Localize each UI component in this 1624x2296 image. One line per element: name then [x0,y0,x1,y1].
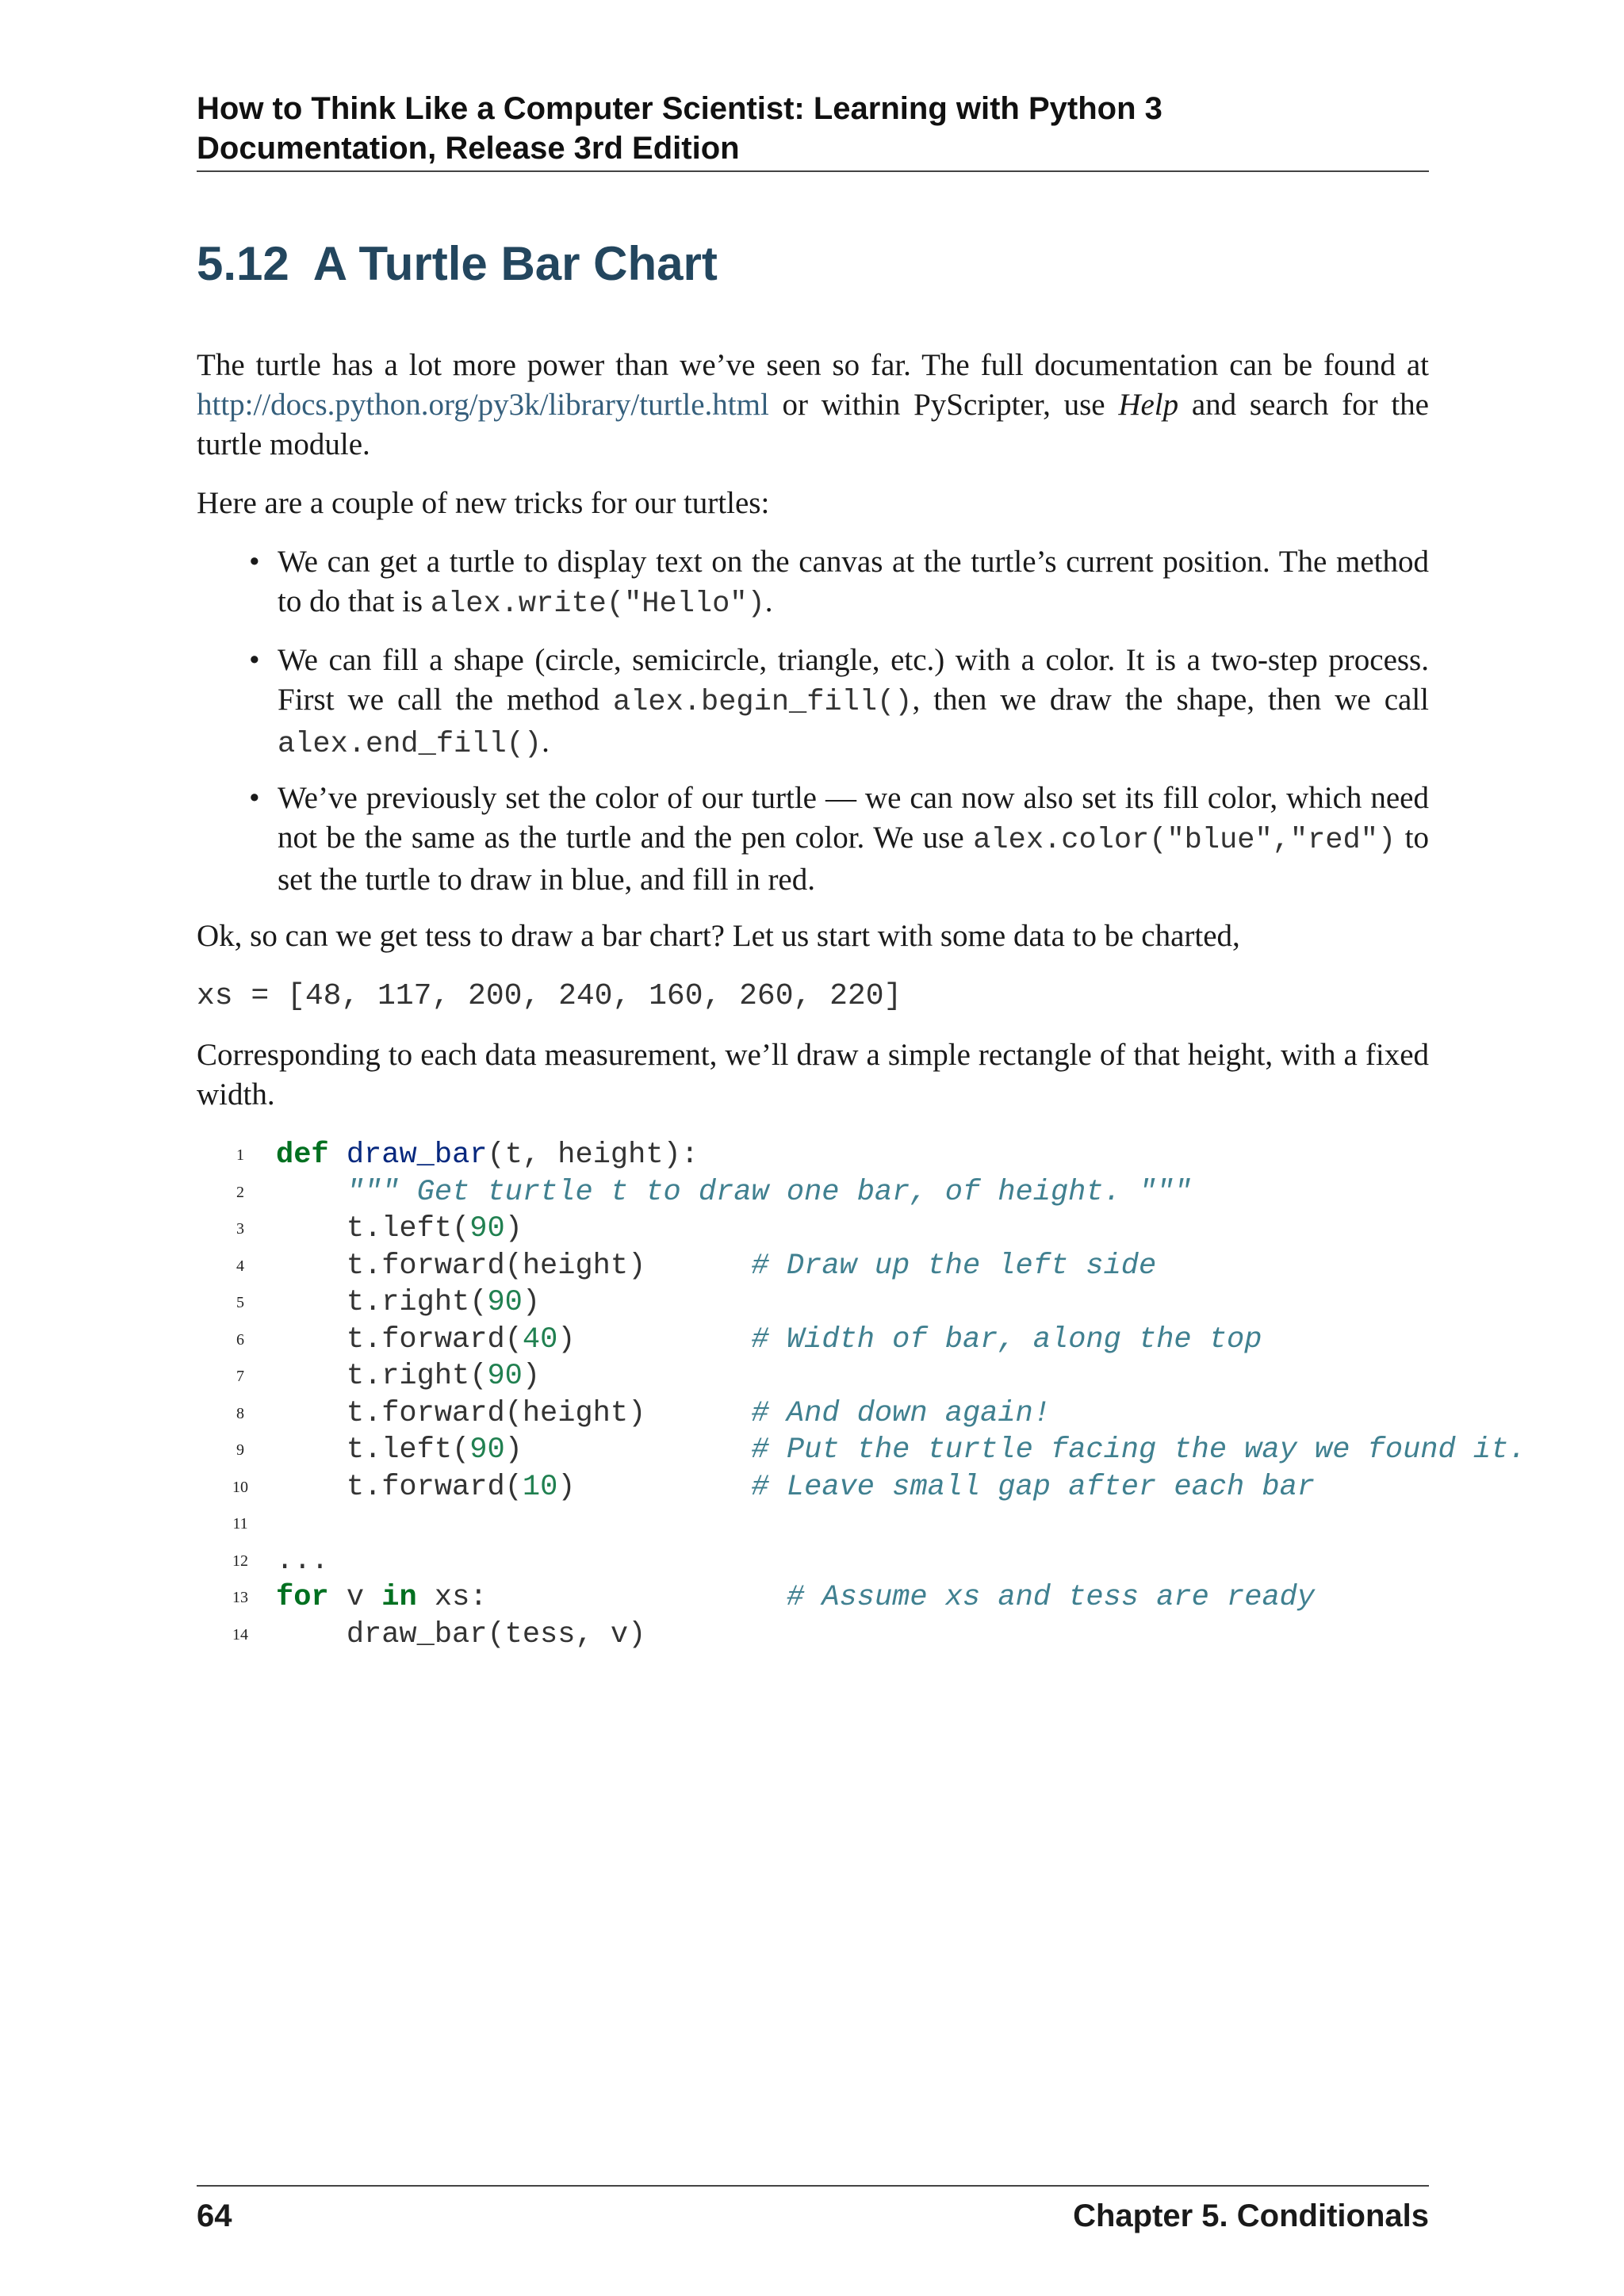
number-literal: 90 [469,1212,505,1246]
number-literal: 90 [469,1433,505,1467]
bullet-dot: • [249,545,260,579]
code-line [197,1617,1624,1654]
line-number: 14 [232,1625,248,1644]
code-text: ) [504,1212,523,1246]
code-comment: # Put the turtle facing the way we found it. [751,1433,1526,1467]
inline-code: alex.begin_fill() [612,686,913,719]
number-literal: 90 [487,1360,523,1393]
number-literal: 10 [522,1470,558,1504]
code-listing [197,1137,1624,1653]
code-text: t.right( [276,1360,488,1393]
running-header [197,89,1429,168]
section-heading [197,234,718,294]
code-line [197,1211,1624,1248]
code-text: draw_bar(tess, v) [276,1617,646,1651]
chapter-label: Chapter 5. Conditionals [1073,2198,1429,2233]
bullet-dot: • [249,781,260,815]
section-number: 5.12 [197,237,289,290]
header-divider [197,170,1429,172]
help-menu-ref: Help [1118,388,1179,422]
code-line [197,1579,1624,1617]
xs-data-line: xs = [48, 117, 200, 240, 160, 260, 220] [197,979,902,1013]
bullet-2-text: We can fill a shape (circle, semicircle, triangle, etc.) with a color. It is a two-step process. First we call the method [278,643,1429,717]
header-line-2: Documentation, Release 3rd Edition [197,131,740,166]
code-text: v [328,1581,382,1614]
code-text: t.forward( [276,1470,523,1504]
line-number: 2 [236,1183,244,1201]
bullet-1-end: . [764,584,773,618]
bullet-3-end: to set the turtle to draw in blue, and fill in red. [278,821,1429,897]
bullet-dot: • [249,643,260,677]
code-line [197,1284,1624,1322]
code-text: t.forward( [276,1322,523,1357]
code-text: ) [522,1286,541,1319]
code-comment: # Assume xs and tess are ready [786,1581,1316,1614]
code-line [197,1248,1624,1285]
code-comment: # Width of bar, along the top [751,1322,1262,1357]
section-title: A Turtle Bar Chart [312,237,718,290]
code-text: ) [522,1360,541,1393]
rectangle-paragraph: Corresponding to each data measurement, we’ll draw a simple rectangle of that height, with a fixed width. [197,1038,1429,1112]
code-text: t.forward(height) [276,1249,752,1283]
number-literal: 40 [522,1322,558,1357]
turtle-docs-link[interactable]: http://docs.python.org/py3k/library/turtle.html [197,388,769,422]
code-line [197,1543,1624,1580]
ellipsis: ... [276,1544,329,1578]
line-number: 7 [236,1368,244,1385]
bullet-3-text: We’ve previously set the color of our turtle — we can now also set its fill color, which need not be the same as the turtle and the pen color. We use [278,781,1429,855]
header-line-1: How to Think Like a Computer Scientist: Learning with Python 3 [197,91,1162,126]
code-line [197,1137,1624,1174]
bar-chart-intro: Ok, so can we get tess to draw a bar chart? Let us start with some data to be charted, [197,919,1240,953]
page-number: 64 [197,2198,232,2233]
code-text: t.left( [276,1433,470,1467]
code-text: ) [504,1433,752,1467]
docstring: """ Get turtle t to draw one bar, of height. """ [276,1175,1192,1209]
code-line [197,1322,1624,1359]
code-text: t.forward(height) [276,1396,752,1430]
function-name: draw_bar [346,1138,488,1172]
line-number: 11 [232,1515,248,1533]
code-line [197,1395,1624,1433]
line-number: 8 [236,1404,244,1422]
bullet-2-end: . [542,725,550,759]
code-line [197,1174,1624,1211]
keyword: def [276,1138,329,1172]
code-text: (t, height): [487,1138,699,1172]
code-comment: # Leave small gap after each bar [751,1470,1316,1504]
code-text: ) [557,1470,752,1504]
line-number: 10 [232,1478,248,1496]
code-comment: # Draw up the left side [751,1249,1157,1283]
line-number: 5 [236,1294,244,1311]
intro-text-c: and search for the turtle module. [197,388,1429,461]
inline-code: alex.color("blue","red") [973,824,1396,857]
intro-text-a: The turtle has a lot more power than we’ve seen so far. The full documentation can be found at [197,348,1429,382]
code-line [197,1469,1624,1506]
line-number: 4 [236,1257,244,1275]
tricks-paragraph: Here are a couple of new tricks for our turtles: [197,486,770,520]
code-text: xs: [416,1581,787,1614]
inline-code: alex.write("Hello") [430,587,765,621]
bullet-fill-color [249,779,1429,900]
code-line [197,1432,1624,1469]
bullet-fill-shape [249,641,1429,764]
code-text: t.right( [276,1286,488,1319]
code-text: t.left( [276,1212,470,1246]
code-text: ) [557,1322,752,1357]
footer-divider [197,2185,1429,2187]
bullet-1-text: We can get a turtle to display text on the canvas at the turtle’s current position. The method to do that is [278,545,1429,618]
bullet-write-text [249,542,1429,624]
code-line [197,1506,1624,1543]
keyword: for [276,1581,329,1614]
line-number: 9 [236,1441,244,1459]
line-number: 6 [236,1330,244,1349]
code-line [197,1358,1624,1395]
line-number: 1 [236,1146,244,1164]
line-number: 13 [232,1589,248,1606]
intro-text-b: or within PyScripter, use [768,388,1119,422]
inline-code: alex.end_fill() [278,728,542,761]
intro-paragraph [197,346,1429,465]
number-literal: 90 [487,1286,523,1319]
code-comment: # And down again! [751,1396,1051,1430]
keyword: in [381,1581,417,1614]
line-number: 3 [236,1220,244,1238]
bullet-2-mid: , then we draw the shape, then we call [912,683,1429,717]
line-number: 12 [232,1552,248,1570]
